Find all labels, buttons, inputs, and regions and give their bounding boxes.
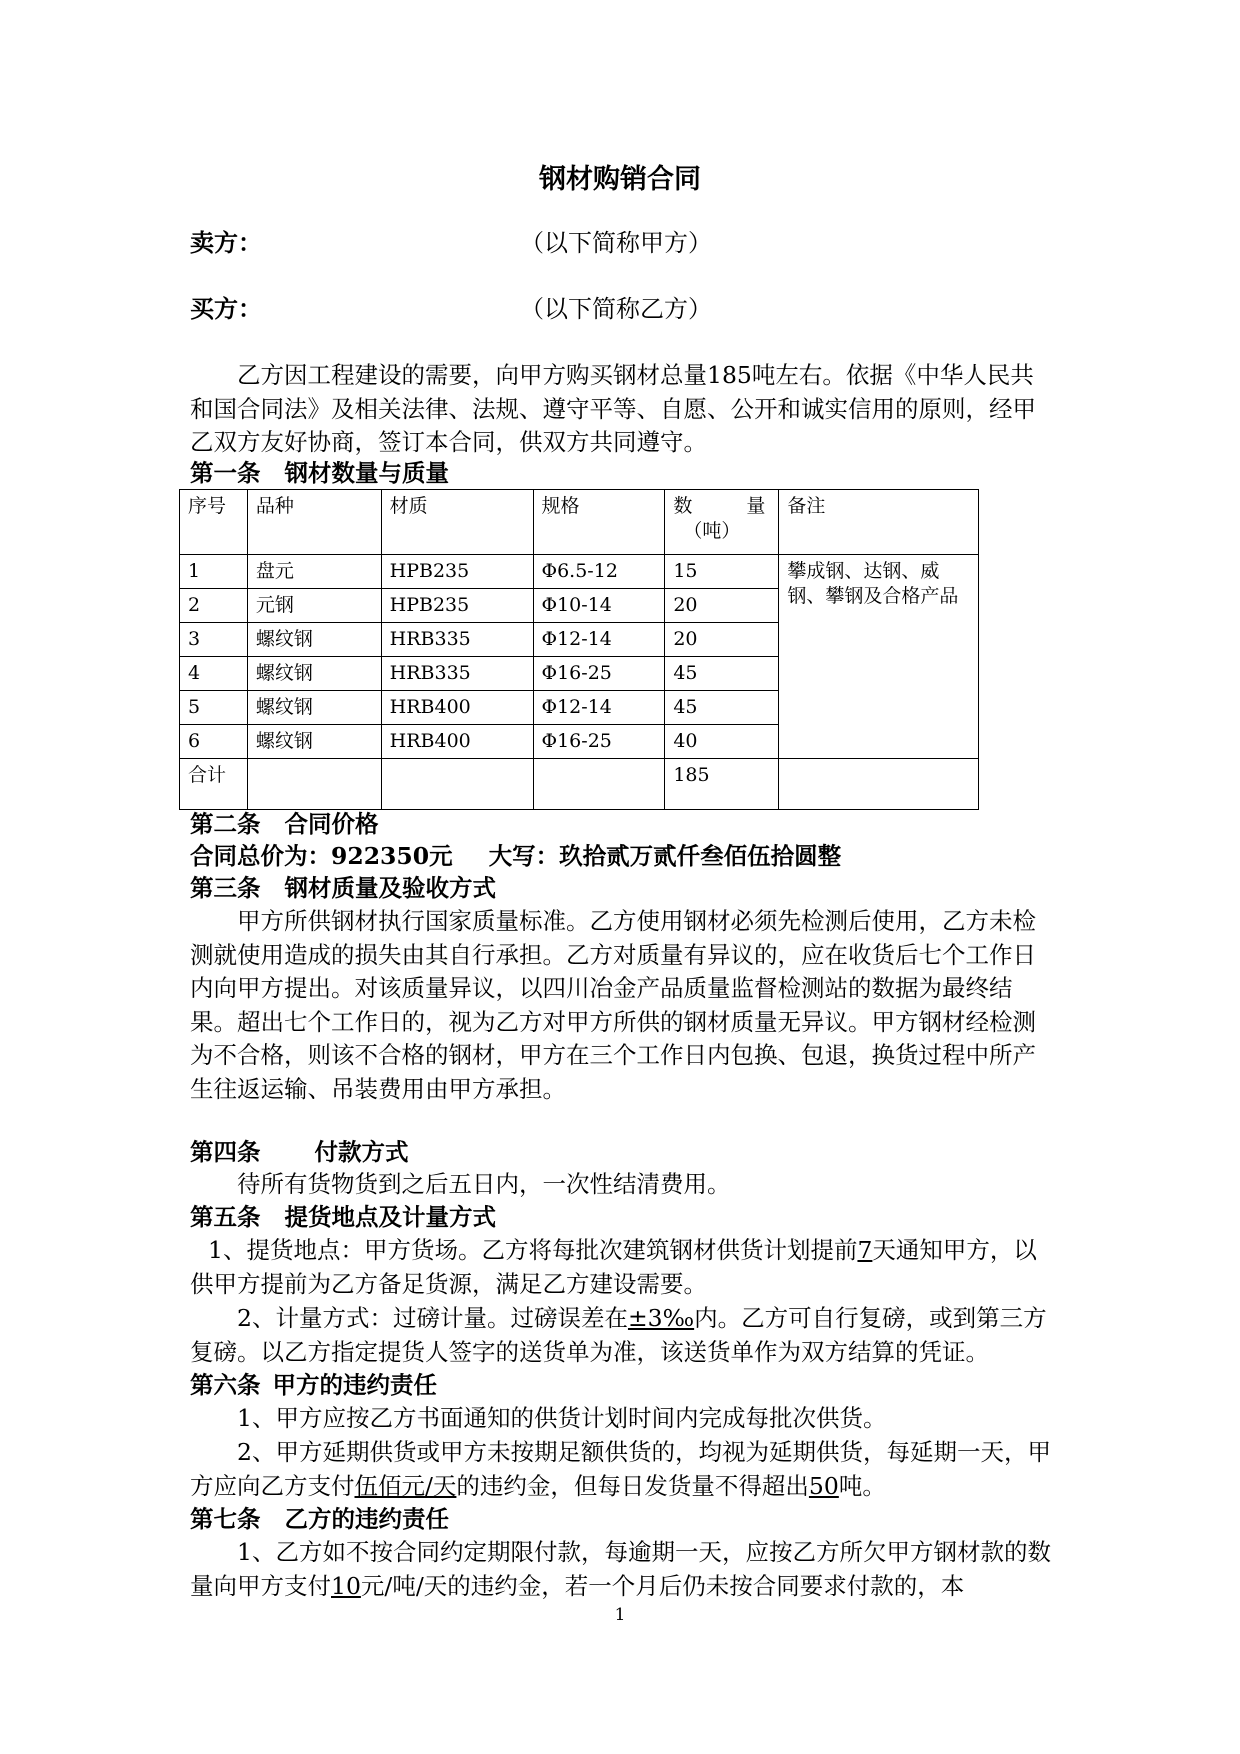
cell-remark: 攀成钢、达钢、威钢、攀钢及合格产品 [779,555,979,759]
weighing-tolerance: ±3‰ [627,1304,695,1332]
header-qty-a: 数 [673,495,693,517]
article-7-heading [190,1503,449,1535]
page-number: 1 [614,1605,626,1625]
total-price-line [190,840,841,872]
buyer-label: 买方： [190,294,262,323]
cell-variety: 盘元 [247,555,381,589]
seller-label: 卖方： [190,228,262,257]
cell-variety: 螺纹钢 [247,725,381,759]
clause-text: 元/吨/天的违约金，若一个月后仍未按合同要求付款的，本 [360,1571,965,1600]
late-payment-rate: 10 [331,1571,361,1600]
clause-text: 天通知甲方，以供甲方提前为乙方备足货源，满足乙方建设需要。 [190,1236,1037,1298]
table-row [180,555,979,589]
article-1-number: 第一条 [190,459,261,487]
cell-no: 6 [180,725,248,759]
cell-no: 1 [180,555,248,589]
penalty-rate: 伍佰元/天 [354,1471,457,1500]
seller-row [190,226,712,260]
article-3-number: 第三条 [190,874,261,902]
table-total-row [180,759,979,810]
cell-qty: 45 [665,691,779,725]
total-label-cell: 合计 [180,759,248,810]
article-5-clause-2 [190,1302,1052,1369]
article-5-heading [190,1201,496,1233]
header-qty-unit: （吨） [683,520,741,542]
header-spec: 规格 [533,490,665,555]
article-7-clause-1 [190,1536,1052,1603]
cell-qty: 20 [665,589,779,623]
article-7-title: 乙方的违约责任 [284,1505,449,1533]
article-4-title: 付款方式 [314,1138,409,1166]
clause-text: 的违约金，但每日发货量不得超出 [456,1471,809,1500]
clause-text: 2、计量方式：过磅计量。过磅误差在 [237,1304,628,1332]
clause-text: 内。乙方可自行复磅，或到第三方复磅。以乙方指定提货人签字的送货单为准，该送货单作为双方结算的凭证。 [190,1304,1047,1366]
article-6-heading [190,1369,437,1401]
article-3-heading [190,872,496,904]
cell-no: 5 [180,691,248,725]
daily-limit: 50 [808,1471,839,1500]
cell-qty: 15 [665,555,779,589]
total-price-caps: 大写：玖拾贰万贰仟叁佰伍拾圆整 [488,842,842,870]
cell-material: HPB235 [381,555,533,589]
cell-qty: 40 [665,725,779,759]
buyer-row [190,292,712,326]
article-1-title: 钢材数量与质量 [284,459,449,487]
document-title: 钢材购销合同 [539,164,701,195]
article-4-heading [190,1136,409,1168]
cell-material: HPB235 [381,589,533,623]
seller-note: （以下简称甲方） [520,229,712,257]
table-header-row [180,490,979,555]
article-1-heading [190,457,449,489]
article-3-text: 甲方所供钢材执行国家质量标准。乙方使用钢材必须先检测后使用，乙方未检测就使用造成的损失由其自行承担。乙方对质量有异议的，应在收货后七个工作日内向甲方提出。对该质量异议，以四川冶金产品质量监督检测站的数据为最终结果。超出七个工作日的，视为乙方对甲方所供的钢材质量无异议。甲方钢材经检测为不合格，则该不合格的钢材，甲方在三个工作日内包换、包退，换货过程中所产生往返运输、吊装费用由甲方承担。 [190,907,1036,1103]
clause-text: 吨。 [838,1471,886,1500]
header-qty-b: 量 [746,495,766,517]
article-6-clause-2 [190,1436,1052,1503]
cell-variety: 螺纹钢 [247,623,381,657]
cell-material: HRB400 [381,725,533,759]
article-5-clause-1 [190,1234,1052,1301]
notice-days: 7 [857,1236,873,1264]
article-5-title: 提货地点及计量方式 [284,1203,496,1231]
buyer-note: （以下简称乙方） [520,295,712,323]
cell-qty: 20 [665,623,779,657]
cell-spec: Φ16-25 [533,657,665,691]
header-material: 材质 [381,490,533,555]
article-6-number: 第六条 [190,1371,261,1399]
cell-material: HRB335 [381,657,533,691]
cell-material: HRB400 [381,691,533,725]
total-qty-cell: 185 [665,759,779,810]
cell-spec: Φ6.5-12 [533,555,665,589]
cell-spec: Φ12-14 [533,623,665,657]
cell-spec: Φ12-14 [533,691,665,725]
cell-spec: Φ16-25 [533,725,665,759]
empty-cell [247,759,381,810]
steel-spec-table [179,489,979,810]
clause-text: 2、甲方延期供货或甲方未按期足额供货的，均视为延期供货，每延期一天，甲方应向乙方支付 [190,1438,1051,1500]
article-2-number: 第二条 [190,810,261,838]
header-remark: 备注 [779,490,979,555]
cell-no: 4 [180,657,248,691]
cell-material: HRB335 [381,623,533,657]
article-7-number: 第七条 [190,1505,261,1533]
cell-variety: 元钢 [247,589,381,623]
empty-cell [381,759,533,810]
article-4-text: 待所有货物货到之后五日内，一次性结清费用。 [237,1170,731,1198]
header-qty [665,490,779,555]
article-6-clause-1: 1、甲方应按乙方书面通知的供货计划时间内完成每批次供货。 [237,1404,887,1432]
cell-qty: 45 [665,657,779,691]
cell-no: 3 [180,623,248,657]
clause-text: 1、乙方如不按合同约定期限付款，每逾期一天，应按乙方所欠甲方钢材款的数量向甲方支付 [190,1538,1051,1600]
article-6-title: 甲方的违约责任 [272,1371,437,1399]
cell-no: 2 [180,589,248,623]
article-3-title: 钢材质量及验收方式 [284,874,496,902]
cell-spec: Φ10-14 [533,589,665,623]
article-4-number: 第四条 [190,1138,261,1166]
header-no: 序号 [180,490,248,555]
intro-paragraph: 乙方因工程建设的需要，向甲方购买钢材总量185吨左右。依据《中华人民共和国合同法》及相关法律、法规、遵守平等、自愿、公开和诚实信用的原则，经甲乙双方友好协商，签订本合同，供双方共同遵守。 [190,361,1036,456]
header-variety: 品种 [247,490,381,555]
empty-cell [779,759,979,810]
article-2-title: 合同价格 [284,810,379,838]
article-5-number: 第五条 [190,1203,261,1231]
empty-cell [533,759,665,810]
article-2-heading [190,808,379,840]
cell-variety: 螺纹钢 [247,691,381,725]
clause-text: 1、提货地点：甲方货场。乙方将每批次建筑钢材供货计划提前 [208,1236,858,1264]
total-price-label: 合同总价为：922350元 [190,842,453,870]
cell-variety: 螺纹钢 [247,657,381,691]
